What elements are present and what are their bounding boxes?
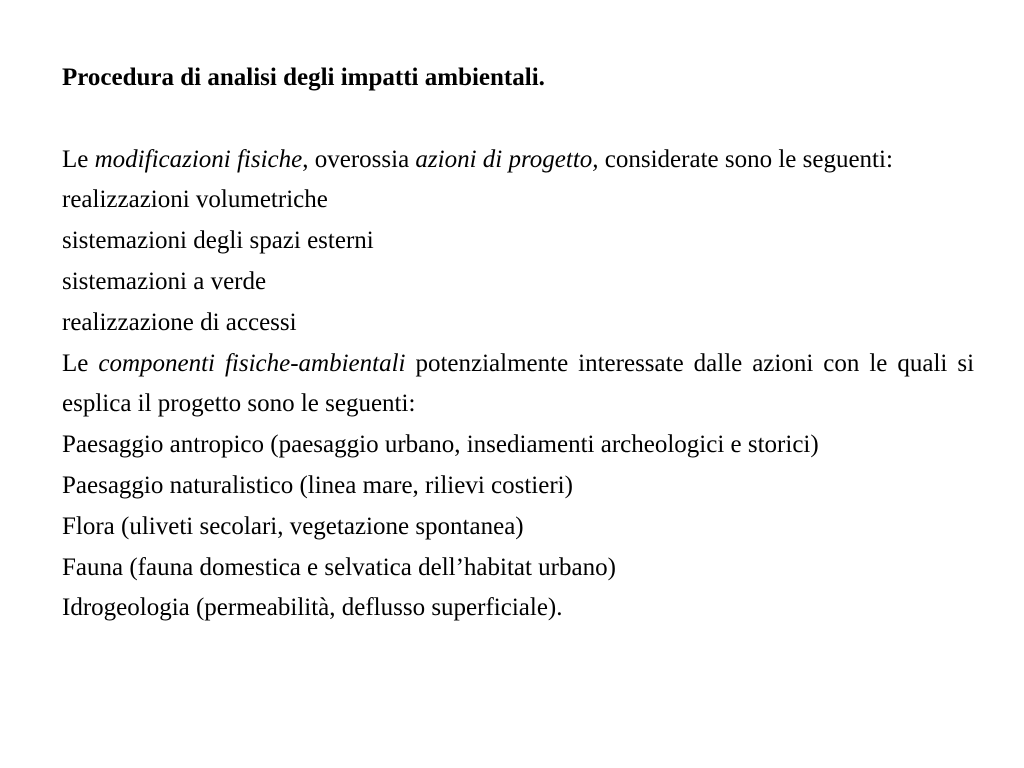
intro-text-1: Le [62,145,95,173]
action-item: realizzazione di accessi [62,308,297,336]
page-title: Procedura di analisi degli impatti ambientali. [62,64,545,91]
intro-text-3: considerate sono le seguenti: [598,145,893,173]
intro-emphasis-1: modificazioni fisiche [94,145,303,173]
intro-paragraph [62,140,974,181]
components-text-1: Le [62,349,99,377]
intro-emphasis-2: azioni di progetto, [415,145,599,173]
components-paragraph [62,344,974,426]
component-item: Fauna (fauna domestica e selvatica dell’habitat urbano) [62,553,616,581]
intro-text-2: , overossia [302,145,416,173]
action-item: realizzazioni volumetriche [62,186,328,214]
component-item: Idrogeologia (permeabilità, deflusso superficiale). [62,594,563,622]
spacer [62,99,974,140]
components-text-2: potenzialmente interessate dalle azioni con le quali si esplica il progetto sono le seguenti: [62,349,975,418]
action-item: sistemazioni degli spazi esterni [62,227,374,255]
components-emphasis: componenti fisiche-ambientali [98,349,406,377]
component-item: Flora (uliveti secolari, vegetazione spontanea) [62,512,524,540]
component-item: Paesaggio antropico (paesaggio urbano, insediamenti archeologici e storici) [62,431,819,459]
component-item: Paesaggio naturalistico (linea mare, rilievi costieri) [62,471,573,499]
action-item: sistemazioni a verde [62,267,267,295]
